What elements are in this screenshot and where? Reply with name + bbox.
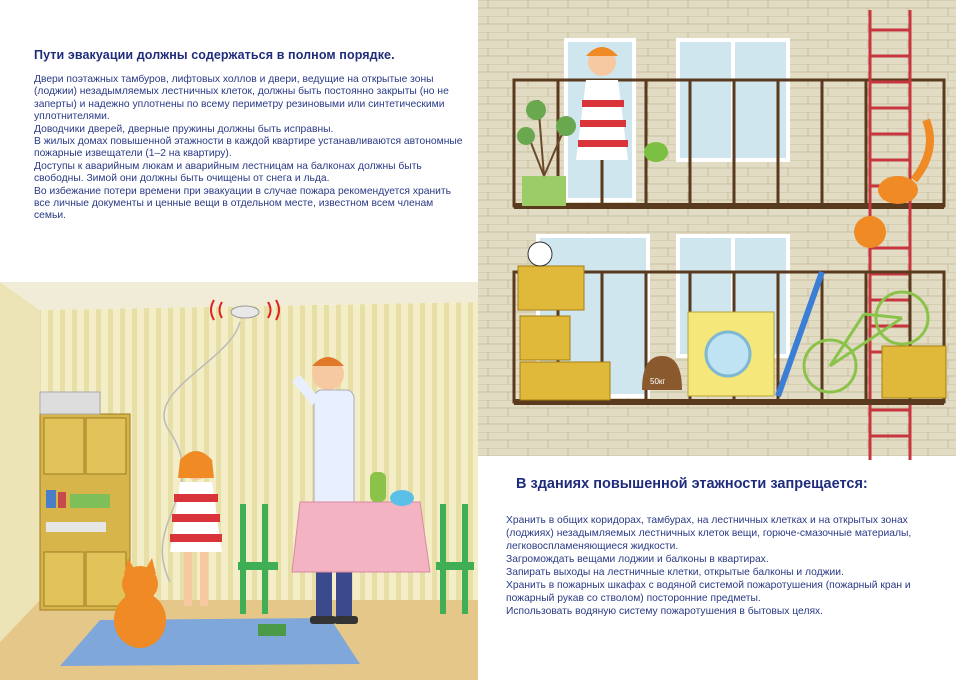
matches-box <box>258 624 286 636</box>
prohibited-paragraph: Хранить в общих коридорах, тамбурах, на лестничных клетках и на открытых зонах (лоджиях) незадымляемых лестничных клеток вещи, горюче-смазочные материалы, легковоспламеняющиеся жидкости. <box>506 515 912 552</box>
evacuation-paragraph: Во избежание потери времени при эвакуации в случае пожара рекомендуется хранить все личные документы и ценные вещи в отдельном месте, известном всем членам семьи. <box>34 185 451 222</box>
prohibited-paragraph: Хранить в пожарных шкафах с водяной системой пожаротушения (пожарный кран и пожарный рукав со стволом) посторонние предметы. <box>506 580 911 604</box>
side-wall <box>0 282 40 642</box>
prohibited-paragraph: Загромождать вещами лоджии и балконы в квартирах. <box>506 554 769 565</box>
weight-label: 50кг <box>650 377 666 386</box>
box-right <box>882 346 946 398</box>
prohibited-paragraph: Запирать выходы на лестничные клетки, открытые балконы и лоджии. <box>506 567 844 578</box>
bookshelf <box>40 392 130 610</box>
prohibited-section <box>506 476 936 618</box>
evacuation-section <box>34 48 464 223</box>
building-illustration <box>478 0 956 460</box>
evacuation-paragraph: Доступы к аварийным люкам и аварийным лестницам на балконах должны быть свободны. Зимой они должны быть очищены от снега и льда. <box>34 160 422 185</box>
prohibited-heading: В зданиях повышенной этажности запрещается: <box>516 476 868 492</box>
evacuation-heading: Пути эвакуации должны содержаться в полном порядке. <box>34 48 395 62</box>
evacuation-paragraph: В жилых домах повышенной этажности в каждой квартире устанавливаются автономные пожарные извещатели (1–2 на квартиру). <box>34 136 463 160</box>
room-illustration <box>0 282 478 680</box>
prohibited-paragraph: Использовать водяную систему пожаротушения в бытовых целях. <box>506 606 824 617</box>
washing-machine-icon <box>688 312 774 396</box>
evacuation-paragraph: Доводчики дверей, дверные пружины должны быть исправны. <box>34 123 334 135</box>
evacuation-paragraph: Двери поэтажных тамбуров, лифтовых холлов и двери, ведущие на открытые зоны (лоджии) незадымляемых лестничных клеток, должны быть постоянно закрыты (но не заперты) и надежно уплотнены по всему периметру резиновыми или синтетическими уплотнителями. <box>34 74 449 123</box>
rug <box>60 618 360 666</box>
